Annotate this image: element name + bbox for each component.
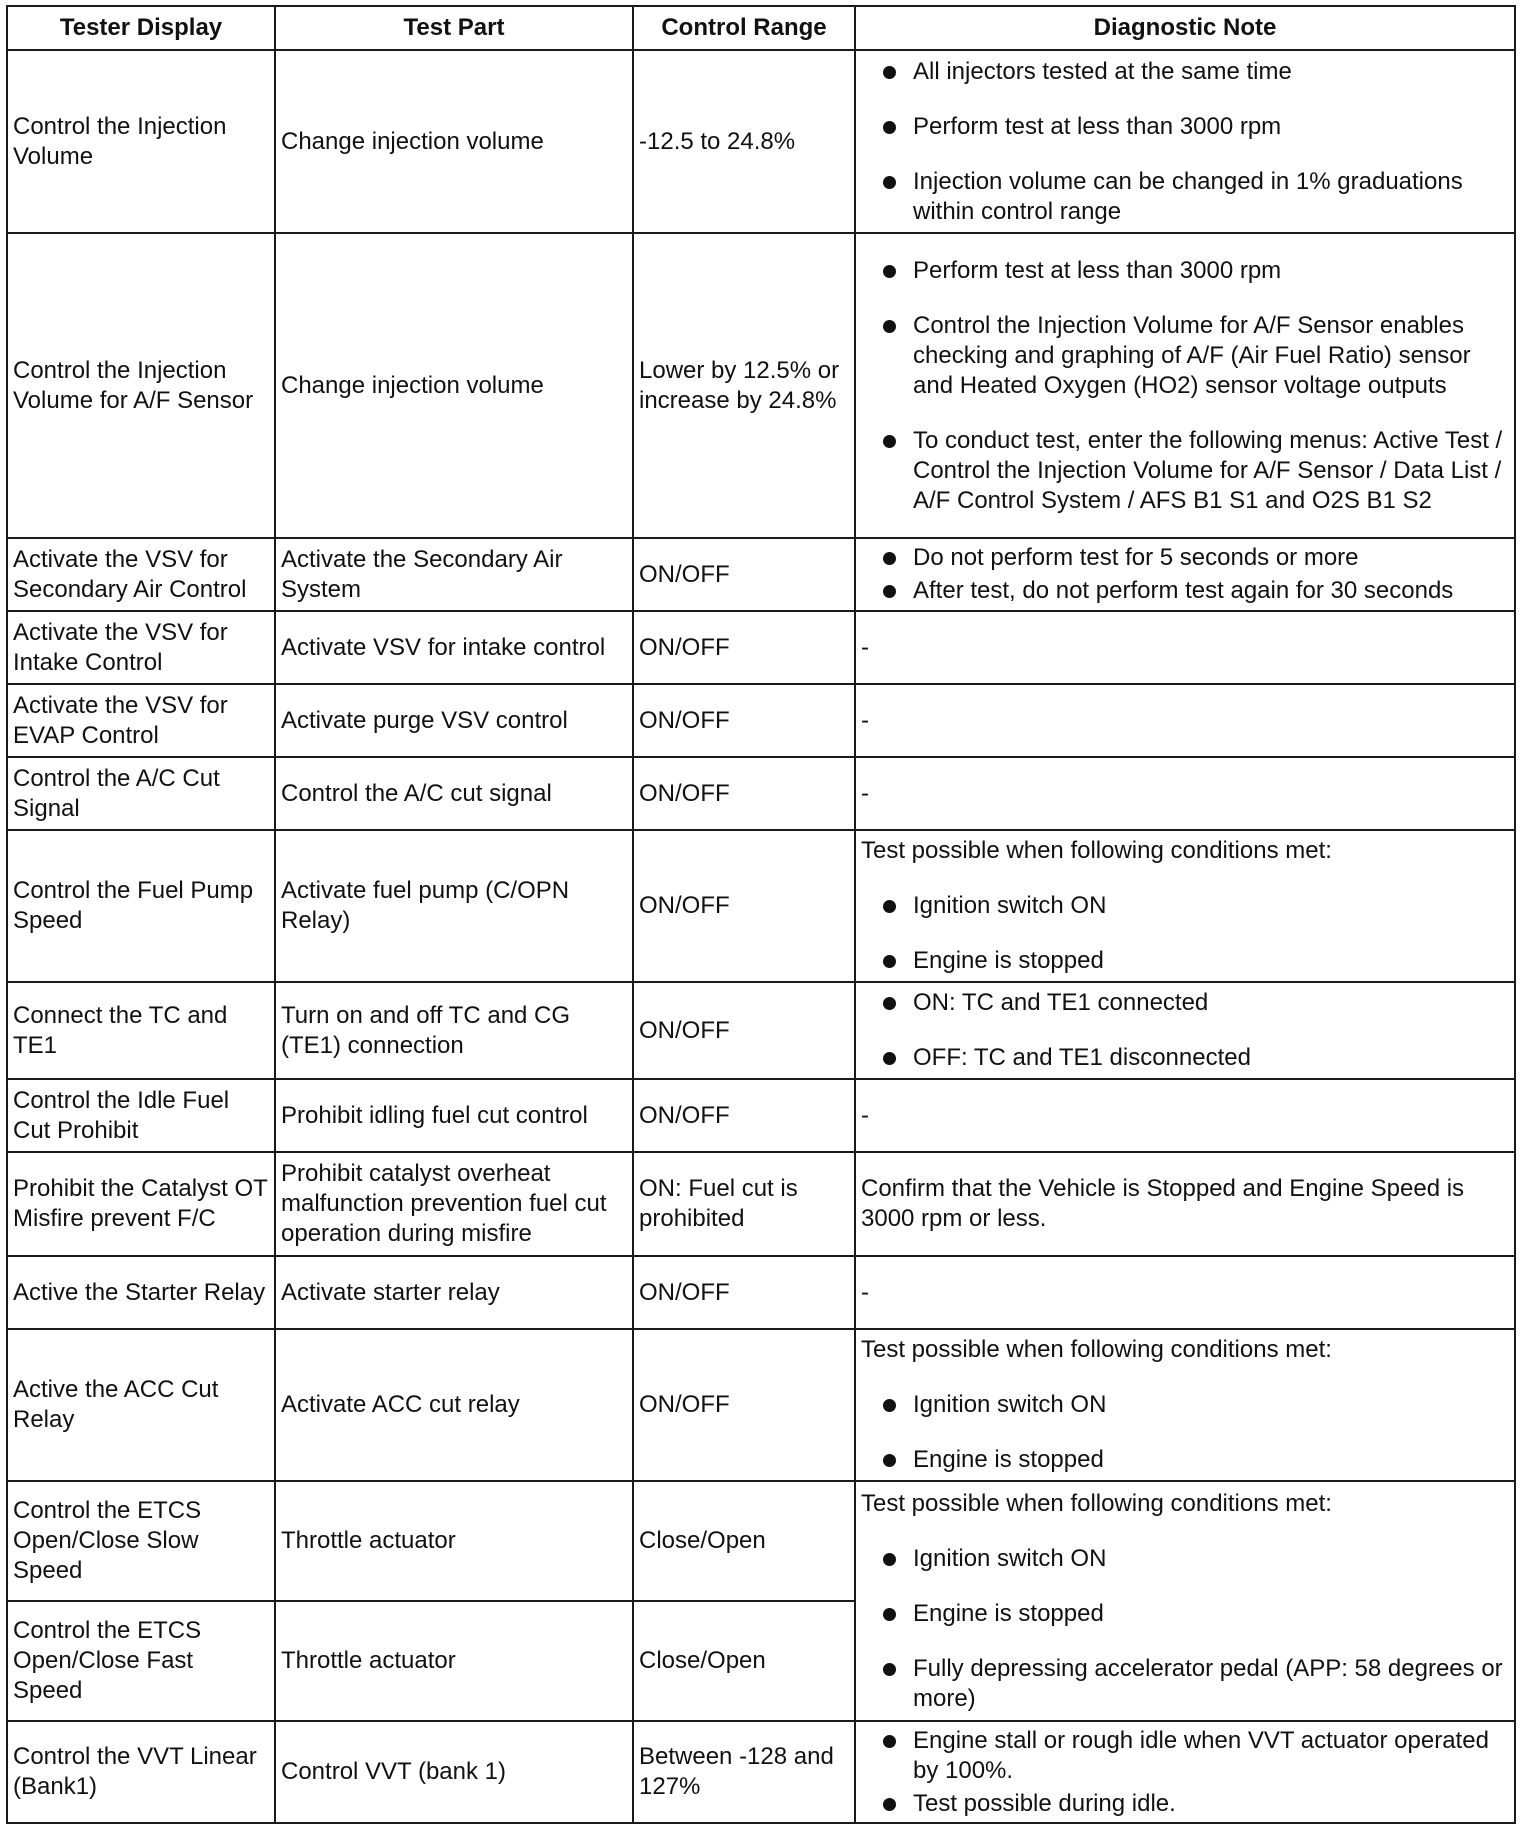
note-list [861, 1544, 1509, 1714]
tester-display-cell: Activate the VSV for Secondary Air Control [7, 538, 275, 611]
tester-display-cell: Activate the VSV for Intake Control [7, 611, 275, 684]
note-list [861, 543, 1509, 606]
test-part-cell: Activate VSV for intake control [275, 611, 633, 684]
note-item: All injectors tested at the same time [861, 57, 1509, 87]
test-part-cell: Control the A/C cut signal [275, 757, 633, 830]
diagnostic-note-cell [855, 1721, 1515, 1823]
test-part-cell: Prohibit catalyst overheat malfunction prevention fuel cut operation during misfire [275, 1152, 633, 1256]
note-item: ON: TC and TE1 connected [861, 988, 1509, 1018]
diagnostic-note-cell: - [855, 611, 1515, 684]
note-item: Ignition switch ON [861, 1544, 1509, 1574]
control-range-cell: ON/OFF [633, 757, 855, 830]
tester-display-cell: Connect the TC and TE1 [7, 982, 275, 1079]
tester-display-cell: Control the ETCS Open/Close Fast Speed [7, 1601, 275, 1721]
test-part-cell: Throttle actuator [275, 1481, 633, 1601]
control-range-cell: Lower by 12.5% or increase by 24.8% [633, 233, 855, 538]
table-row [7, 1481, 1515, 1601]
tester-display-cell: Active the Starter Relay [7, 1256, 275, 1329]
test-part-cell: Turn on and off TC and CG (TE1) connection [275, 982, 633, 1079]
note-item: Control the Injection Volume for A/F Sensor enables checking and graphing of A/F (Air Fuel Ratio) sensor and Heated Oxygen (HO2) sensor voltage outputs [861, 311, 1509, 401]
note-list [861, 57, 1509, 227]
control-range-cell: Between -128 and 127% [633, 1721, 855, 1823]
table-row [7, 1721, 1515, 1823]
tester-display-cell: Control the ETCS Open/Close Slow Speed [7, 1481, 275, 1601]
diagnostic-note-cell: - [855, 1256, 1515, 1329]
control-range-cell: ON/OFF [633, 1256, 855, 1329]
table-row [7, 684, 1515, 757]
table-row [7, 1152, 1515, 1256]
table-row [7, 611, 1515, 684]
tester-display-cell: Control the Injection Volume [7, 50, 275, 233]
note-item: Ignition switch ON [861, 891, 1509, 921]
test-part-cell: Change injection volume [275, 233, 633, 538]
table-row [7, 1329, 1515, 1481]
table-row [7, 757, 1515, 830]
tester-display-cell: Control the Fuel Pump Speed [7, 830, 275, 982]
note-list [861, 256, 1509, 516]
note-item: Test possible during idle. [861, 1789, 1509, 1819]
control-range-cell: ON/OFF [633, 611, 855, 684]
table-row [7, 830, 1515, 982]
note-item: Injection volume can be changed in 1% graduations within control range [861, 167, 1509, 227]
test-part-cell: Control VVT (bank 1) [275, 1721, 633, 1823]
test-part-cell: Throttle actuator [275, 1601, 633, 1721]
condition-text: Test possible when following conditions met: [861, 1489, 1332, 1517]
note-list [861, 891, 1509, 976]
test-part-cell: Activate the Secondary Air System [275, 538, 633, 611]
note-list [861, 1726, 1509, 1819]
note-item: Ignition switch ON [861, 1390, 1509, 1420]
condition-text: Test possible when following conditions met: [861, 1336, 1332, 1363]
diagnostic-note-cell [855, 233, 1515, 538]
header-row [7, 6, 1515, 50]
note-item: Engine is stopped [861, 1599, 1509, 1629]
tester-display-cell: Control the Idle Fuel Cut Prohibit [7, 1079, 275, 1152]
header-diagnostic-note: Diagnostic Note [855, 6, 1515, 50]
note-item: OFF: TC and TE1 disconnected [861, 1043, 1509, 1073]
diagnostic-note-cell [855, 1481, 1515, 1721]
table-row [7, 982, 1515, 1079]
diagnostic-note-cell [855, 538, 1515, 611]
note-item: Perform test at less than 3000 rpm [861, 256, 1509, 286]
table-row [7, 1256, 1515, 1329]
note-item: Fully depressing accelerator pedal (APP: 58 degrees or more) [861, 1654, 1509, 1714]
diagnostic-note-cell: - [855, 684, 1515, 757]
note-item: Engine is stopped [861, 1445, 1509, 1475]
note-item: Engine is stopped [861, 946, 1509, 976]
note-list [861, 988, 1509, 1073]
diagnostic-note-cell [855, 982, 1515, 1079]
control-range-cell: ON/OFF [633, 684, 855, 757]
test-part-cell: Activate ACC cut relay [275, 1329, 633, 1481]
note-item: Engine stall or rough idle when VVT actuator operated by 100%. [861, 1726, 1509, 1786]
active-test-table [6, 5, 1516, 1824]
control-range-cell: ON/OFF [633, 982, 855, 1079]
test-part-cell: Activate fuel pump (C/OPN Relay) [275, 830, 633, 982]
table-row [7, 538, 1515, 611]
tester-display-cell: Active the ACC Cut Relay [7, 1329, 275, 1481]
note-list [861, 1390, 1509, 1475]
diagnostic-note-cell [855, 1329, 1515, 1481]
table-row [7, 1079, 1515, 1152]
control-range-cell: Close/Open [633, 1601, 855, 1721]
control-range-cell: ON/OFF [633, 1079, 855, 1152]
tester-display-cell: Control the A/C Cut Signal [7, 757, 275, 830]
tester-display-cell: Activate the VSV for EVAP Control [7, 684, 275, 757]
test-part-cell: Change injection volume [275, 50, 633, 233]
diagnostic-note-cell [855, 50, 1515, 233]
note-item: Perform test at less than 3000 rpm [861, 112, 1509, 142]
table-row [7, 50, 1515, 233]
note-item: After test, do not perform test again for 30 seconds [861, 576, 1509, 606]
note-item: Do not perform test for 5 seconds or more [861, 543, 1509, 573]
table-row [7, 233, 1515, 538]
tester-display-cell: Prohibit the Catalyst OT Misfire prevent F/C [7, 1152, 275, 1256]
control-range-cell: ON/OFF [633, 1329, 855, 1481]
control-range-cell: ON: Fuel cut is prohibited [633, 1152, 855, 1256]
test-part-cell: Activate purge VSV control [275, 684, 633, 757]
diagnostic-note-cell [855, 830, 1515, 982]
tester-display-cell: Control the VVT Linear (Bank1) [7, 1721, 275, 1823]
note-item: To conduct test, enter the following menus: Active Test / Control the Injection Volume for A/F Sensor / Data List / A/F Control System / AFS B1 S1 and O2S B1 S2 [861, 426, 1509, 516]
diagnostic-note-cell: - [855, 757, 1515, 830]
control-range-cell: ON/OFF [633, 830, 855, 982]
diagnostic-note-cell: - [855, 1079, 1515, 1152]
test-part-cell: Prohibit idling fuel cut control [275, 1079, 633, 1152]
tester-display-cell: Control the Injection Volume for A/F Sensor [7, 233, 275, 538]
control-range-cell: Close/Open [633, 1481, 855, 1601]
control-range-cell: ON/OFF [633, 538, 855, 611]
test-part-cell: Activate starter relay [275, 1256, 633, 1329]
header-test-part: Test Part [275, 6, 633, 50]
header-tester-display: Tester Display [7, 6, 275, 50]
control-range-cell: -12.5 to 24.8% [633, 50, 855, 233]
diagnostic-note-cell: Confirm that the Vehicle is Stopped and Engine Speed is 3000 rpm or less. [855, 1152, 1515, 1256]
condition-text: Test possible when following conditions met: [861, 837, 1332, 864]
header-control-range: Control Range [633, 6, 855, 50]
